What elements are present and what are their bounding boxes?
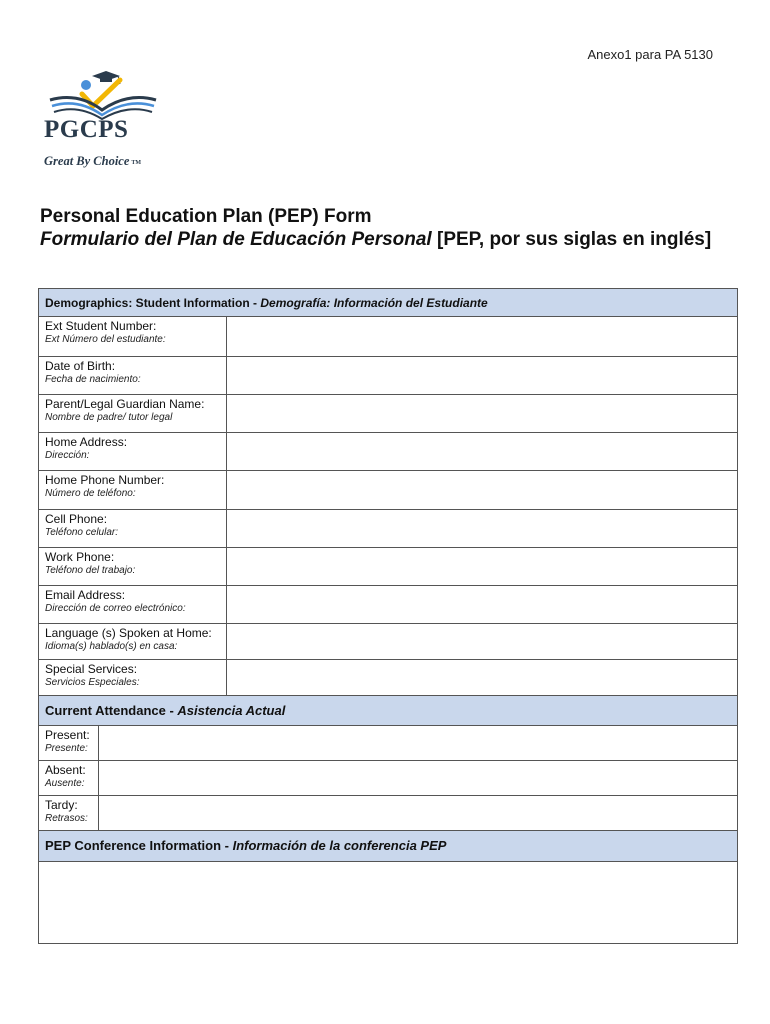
guardian-name-field[interactable] (227, 395, 737, 432)
annex-reference: Anexo1 para PA 5130 (587, 47, 713, 62)
field-row-tardy (39, 796, 737, 831)
field-label: Absent: Ausente: (39, 761, 99, 795)
conference-header: PEP Conference Information - Información de la conferencia PEP (39, 831, 737, 862)
home-address-field[interactable] (227, 433, 737, 470)
language-field[interactable] (227, 624, 737, 659)
field-label: Ext Student Number: Ext Número del estudiante: (39, 317, 227, 356)
field-row-home-address (39, 433, 737, 471)
tardy-field[interactable] (99, 796, 737, 830)
field-label: Cell Phone: Teléfono celular: (39, 510, 227, 547)
pgcps-logo (40, 70, 170, 180)
attendance-section (39, 726, 737, 831)
date-of-birth-field[interactable] (227, 357, 737, 394)
special-services-field[interactable] (227, 660, 737, 695)
work-phone-field[interactable] (227, 548, 737, 585)
present-field[interactable] (99, 726, 737, 760)
field-row-date-of-birth (39, 357, 737, 395)
field-row-cell-phone (39, 510, 737, 548)
field-label: Language (s) Spoken at Home: Idioma(s) hablado(s) en casa: (39, 624, 227, 659)
demographics-header: Demographics: Student Information - Demografía: Información del Estudiante (39, 289, 737, 317)
field-label: Email Address: Dirección de correo electrónico: (39, 586, 227, 623)
field-label: Home Address: Dirección: (39, 433, 227, 470)
field-row-home-phone (39, 471, 737, 510)
pep-form-table (38, 288, 738, 944)
cell-phone-field[interactable] (227, 510, 737, 547)
email-field[interactable] (227, 586, 737, 623)
attendance-header: Current Attendance - Asistencia Actual (39, 696, 737, 726)
student-number-field[interactable] (227, 317, 737, 356)
field-row-language (39, 624, 737, 660)
field-label: Present: Presente: (39, 726, 99, 760)
absent-field[interactable] (99, 761, 737, 795)
conference-info-field[interactable] (39, 862, 737, 943)
field-label: Work Phone: Teléfono del trabajo: (39, 548, 227, 585)
field-label: Tardy: Retrasos: (39, 796, 99, 830)
field-label: Home Phone Number: Número de teléfono: (39, 471, 227, 509)
book-graduate-icon (40, 70, 170, 120)
field-label: Date of Birth: Fecha de nacimiento: (39, 357, 227, 394)
home-phone-field[interactable] (227, 471, 737, 509)
field-row-absent (39, 761, 737, 796)
logo-wordmark: PGCPS (44, 116, 129, 143)
field-label: Special Services: Servicios Especiales: (39, 660, 227, 695)
trademark-mark: TM (131, 160, 142, 166)
demographics-section (39, 317, 737, 696)
field-row-work-phone (39, 548, 737, 586)
title-english: Personal Education Plan (PEP) Form (40, 206, 372, 227)
field-row-special-services (39, 660, 737, 696)
title-spanish: Formulario del Plan de Educación Personal [PEP, por sus siglas en inglés] (40, 229, 712, 250)
field-row-email (39, 586, 737, 624)
field-row-student-number (39, 317, 737, 357)
field-row-guardian-name (39, 395, 737, 433)
field-label: Parent/Legal Guardian Name: Nombre de padre/ tutor legal (39, 395, 227, 432)
form-title (40, 205, 720, 252)
logo-tagline: Great By Choice TM (44, 154, 142, 168)
field-row-present (39, 726, 737, 761)
